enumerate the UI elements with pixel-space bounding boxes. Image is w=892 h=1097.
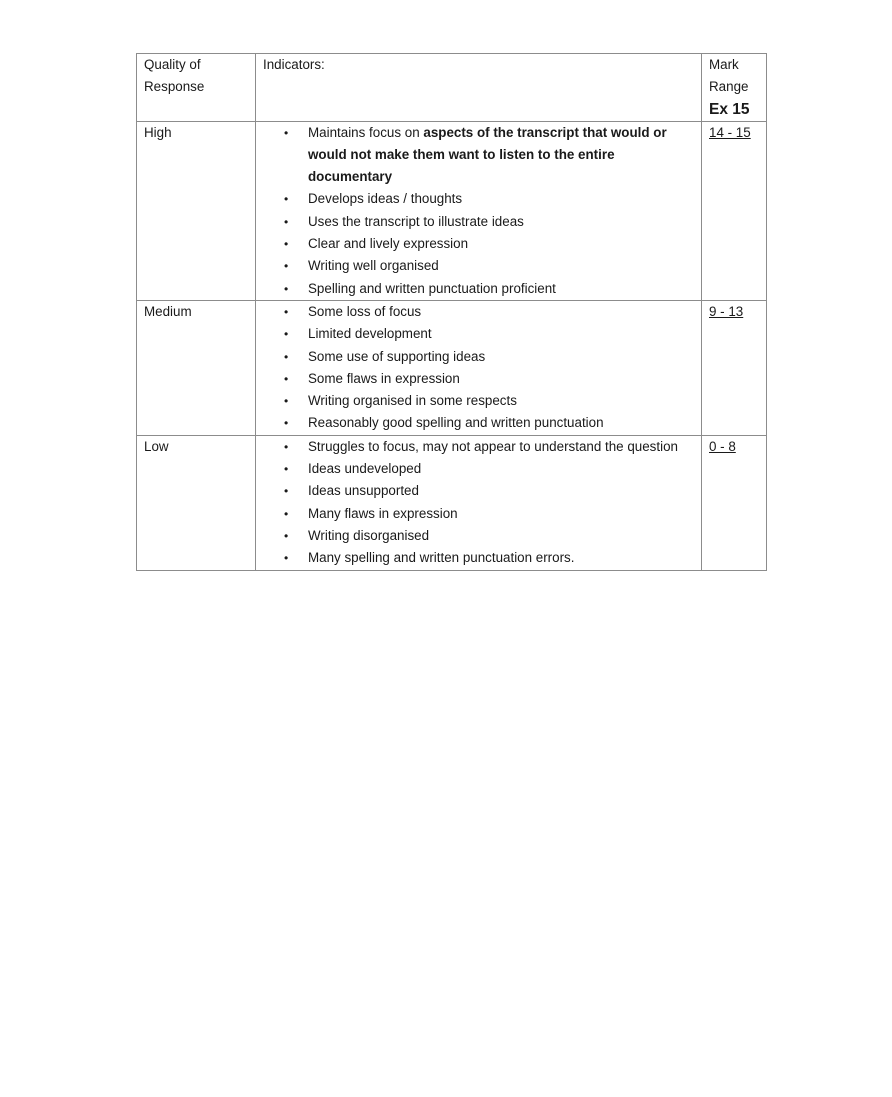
list-item	[284, 255, 694, 277]
bullet-icon: •	[284, 327, 289, 342]
list-item	[284, 211, 694, 233]
list-item	[284, 503, 694, 525]
bullet-icon: •	[284, 416, 289, 431]
list-item	[284, 188, 694, 210]
bullet-icon: •	[284, 484, 289, 499]
list-item	[284, 436, 694, 458]
indicator-text: Writing disorganised	[308, 527, 430, 543]
indicators-cell	[256, 121, 702, 300]
mark-header-line1: Mark	[709, 57, 739, 72]
table-row	[137, 435, 767, 570]
bullet-icon: •	[284, 528, 289, 543]
quality-header-cell	[137, 54, 256, 122]
mark-range-value: 14 - 15	[709, 124, 751, 140]
indicator-lead-text: Maintains focus on	[308, 124, 424, 140]
list-item	[284, 412, 694, 434]
mark-header-line3: Ex 15	[709, 100, 750, 118]
indicator-list	[263, 301, 694, 435]
indicators-cell	[256, 435, 702, 570]
list-item	[284, 458, 694, 480]
mark-range-value: 0 - 8	[709, 438, 736, 454]
bullet-icon: •	[284, 259, 289, 274]
bullet-icon: •	[284, 371, 289, 386]
bullet-icon: •	[284, 192, 289, 207]
bullet-icon: •	[284, 304, 289, 319]
indicator-text: Ideas undeveloped	[308, 461, 422, 477]
indicator-text: Some loss of focus	[308, 303, 422, 319]
list-item	[284, 301, 694, 323]
bullet-icon: •	[284, 237, 289, 252]
list-item	[284, 278, 694, 300]
bullet-icon: •	[284, 349, 289, 364]
mark-header-line2: Range	[709, 79, 749, 95]
list-item	[284, 390, 694, 412]
bullet-icon: •	[284, 439, 289, 454]
indicators-cell	[256, 300, 702, 435]
mark-range-cell	[702, 300, 767, 435]
indicator-text: Ideas unsupported	[308, 483, 419, 499]
mark-range-cell	[702, 435, 767, 570]
list-item	[284, 368, 694, 390]
bullet-icon: •	[284, 462, 289, 477]
indicators-header-cell	[256, 54, 702, 122]
quality-cell: Low	[137, 435, 256, 570]
indicator-text: Some use of supporting ideas	[308, 348, 486, 364]
table-row	[137, 300, 767, 435]
mark-range-value: 9 - 13	[709, 303, 744, 319]
bullet-icon: •	[284, 551, 289, 566]
indicator-bold-text: aspects of the transcript that would or would not make them want to listen to the entire documentary	[308, 124, 667, 185]
list-item	[284, 480, 694, 502]
list-item	[284, 525, 694, 547]
bullet-icon: •	[284, 394, 289, 409]
marking-rubric-table	[136, 53, 767, 571]
table-row	[137, 121, 767, 300]
indicator-text: Writing organised in some respects	[308, 393, 517, 409]
indicator-text: Some flaws in expression	[308, 370, 460, 386]
quality-cell: High	[137, 121, 256, 300]
indicator-text: Spelling and written punctuation proficient	[308, 280, 556, 296]
quality-header-line1: Quality of	[144, 57, 201, 72]
bullet-icon: •	[284, 506, 289, 521]
mark-range-cell	[702, 121, 767, 300]
indicator-text: Many flaws in expression	[308, 505, 458, 521]
indicator-text: Uses the transcript to illustrate ideas	[308, 213, 524, 229]
list-item	[284, 233, 694, 255]
indicator-text: Writing well organised	[308, 258, 439, 274]
indicators-header: Indicators:	[263, 57, 325, 72]
indicator-text: Reasonably good spelling and written punctuation	[308, 415, 604, 431]
list-item	[284, 323, 694, 345]
bullet-icon: •	[284, 214, 289, 229]
indicator-text: Many spelling and written punctuation errors.	[308, 550, 575, 566]
list-item	[284, 122, 694, 189]
indicator-text: Develops ideas / thoughts	[308, 191, 463, 207]
indicator-text: Limited development	[308, 326, 432, 342]
indicator-text: Struggles to focus, may not appear to understand the question	[308, 438, 678, 454]
indicator-text: Clear and lively expression	[308, 236, 469, 252]
indicator-list	[263, 122, 694, 300]
mark-range-header-cell	[702, 54, 767, 122]
indicator-list	[263, 436, 694, 570]
list-item	[284, 346, 694, 368]
bullet-icon: •	[284, 125, 289, 140]
quality-cell: Medium	[137, 300, 256, 435]
quality-header-line2: Response	[144, 79, 205, 95]
table-header-row	[137, 54, 767, 122]
list-item	[284, 547, 694, 569]
bullet-icon: •	[284, 281, 289, 296]
